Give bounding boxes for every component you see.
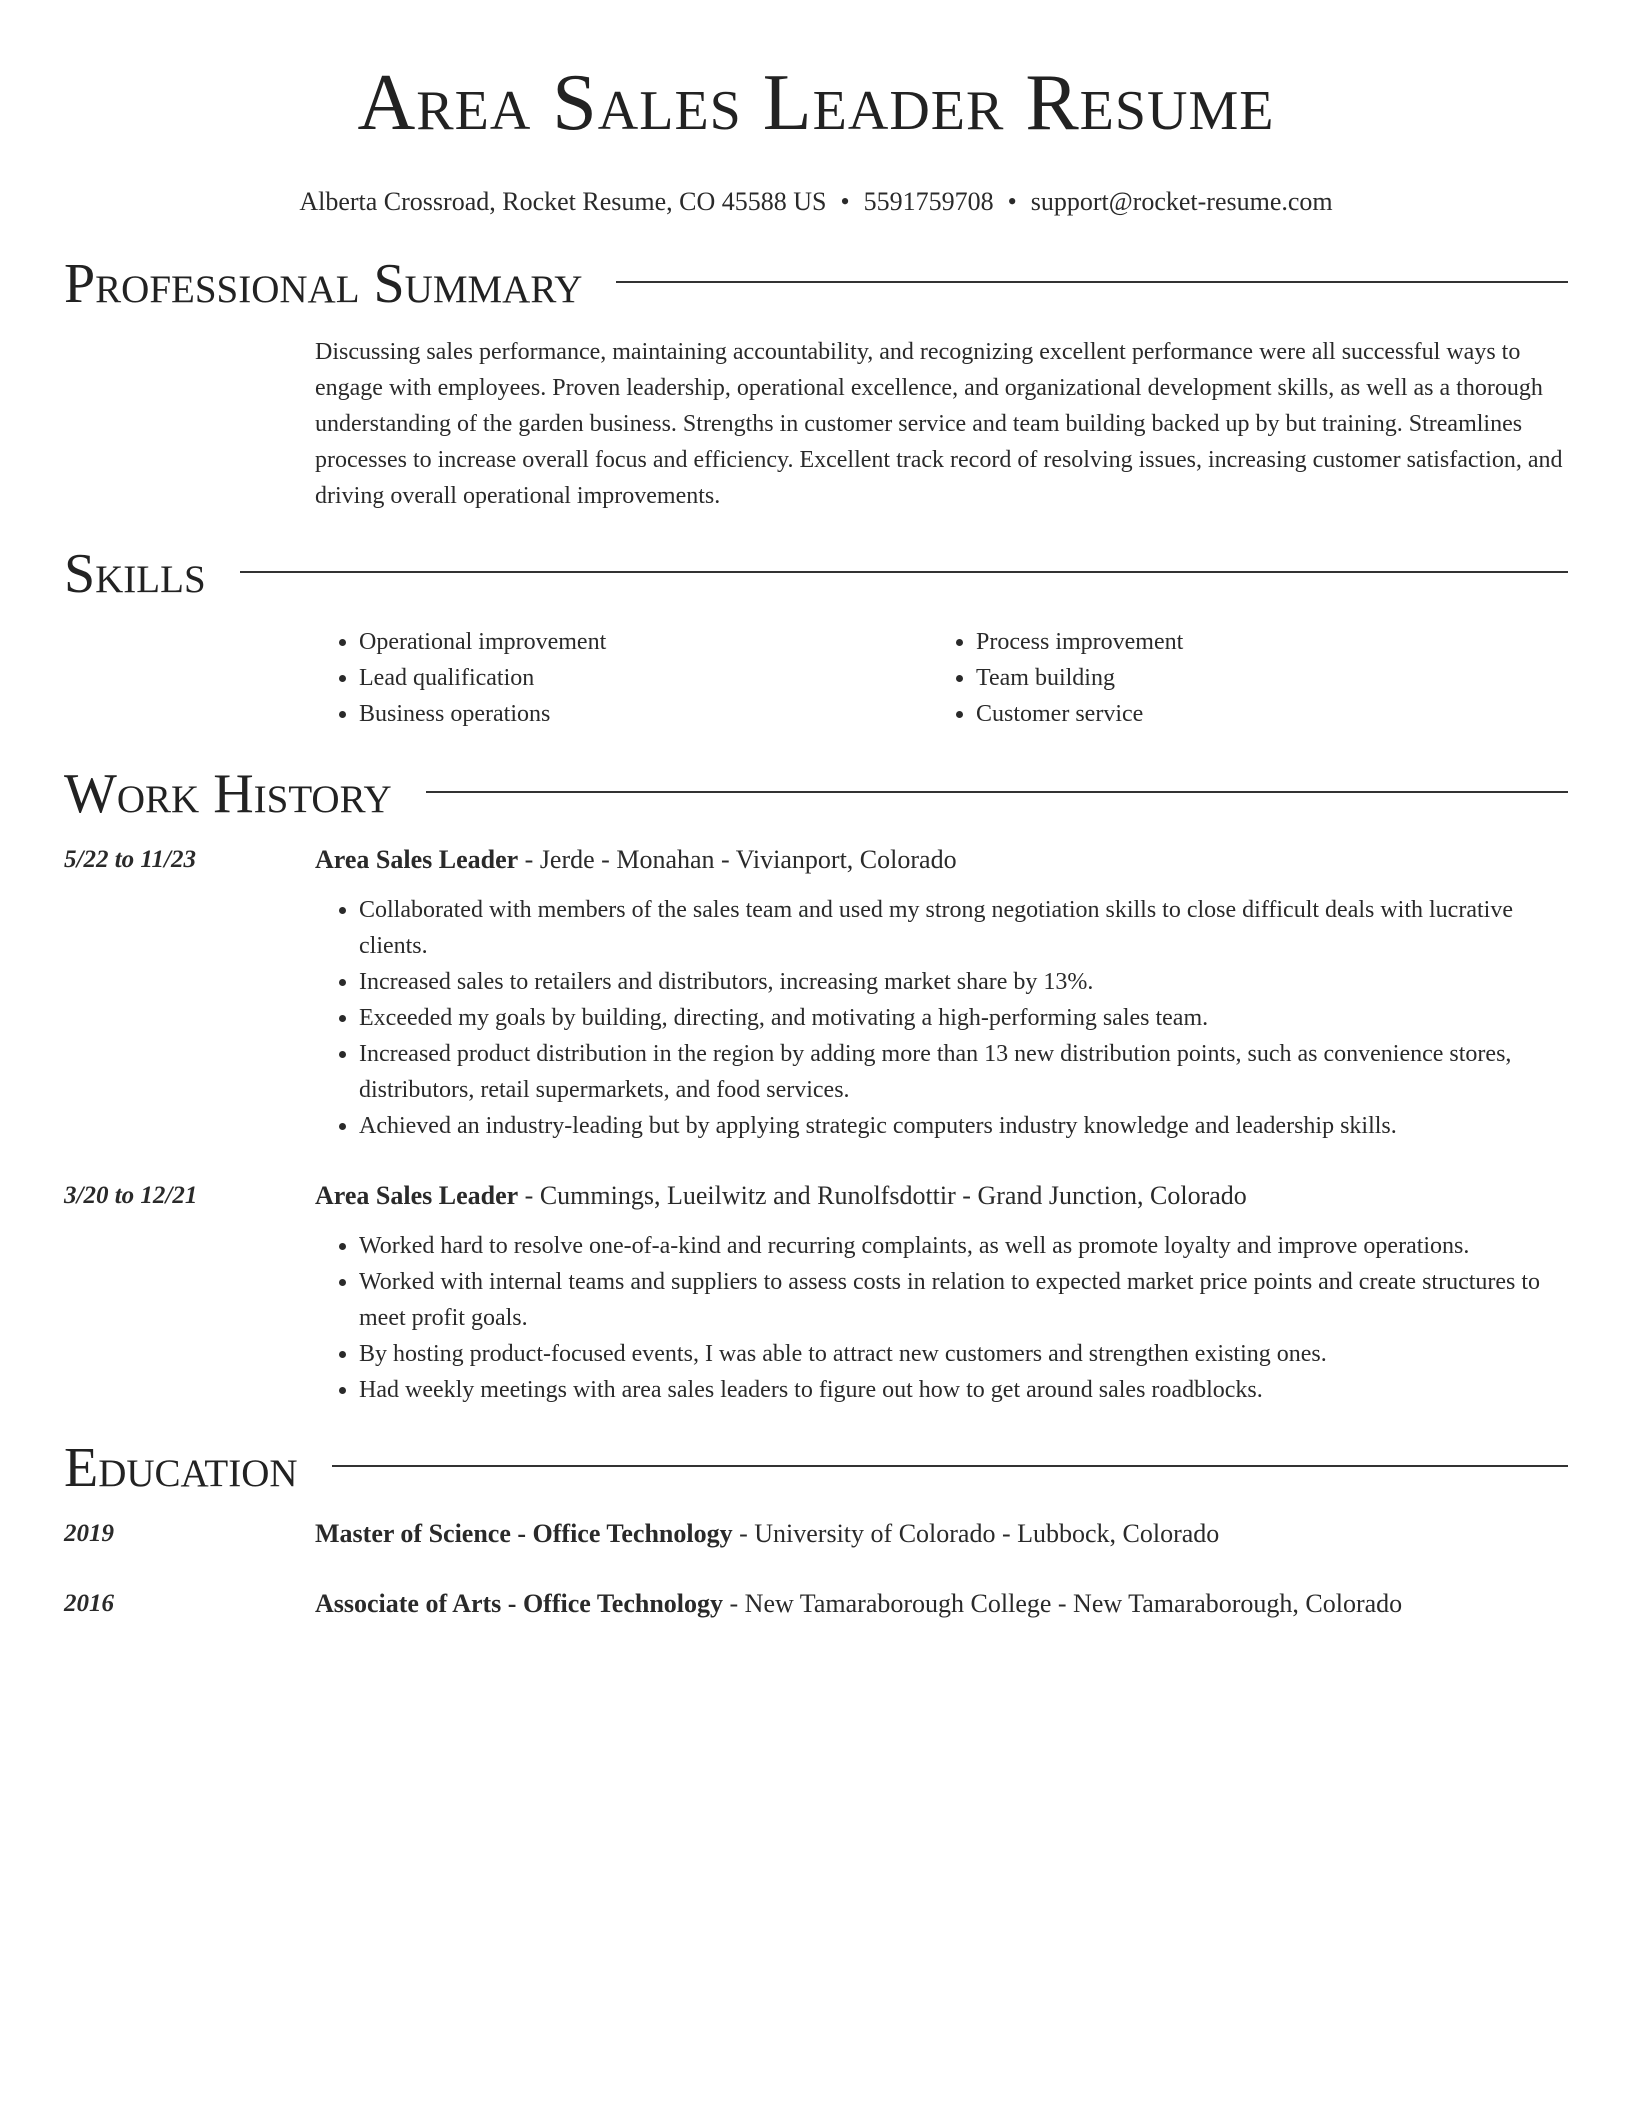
section-divider xyxy=(240,571,1568,573)
summary-heading: Professional Summary xyxy=(64,253,583,315)
resume-title: Area Sales Leader Resume xyxy=(357,59,1275,147)
skill-item: • Operational improvement xyxy=(359,624,932,660)
contact-phone: 5591759708 xyxy=(863,187,994,216)
job-bullet: • Worked hard to resolve one-of-a-kind and recurring complaints, as well as promote loyalty and improve operations. xyxy=(359,1228,1568,1264)
education-heading: Education xyxy=(64,1437,298,1499)
work-section-header xyxy=(64,762,1568,826)
skills-body xyxy=(315,624,1568,732)
contact-separator: • xyxy=(1007,187,1017,216)
skill-item: • Business operations xyxy=(359,696,932,732)
job-bullet: • Worked with internal teams and suppliers to assess costs in relation to expected market price points and create structures to meet profit goals. xyxy=(359,1264,1568,1336)
education-content xyxy=(315,1516,1568,1552)
job-bullet: • Exceeded my goals by building, directing, and motivating a high-performing sales team. xyxy=(359,1000,1568,1036)
skill-item: • Customer service xyxy=(976,696,1549,732)
contact-line xyxy=(64,186,1568,218)
work-content xyxy=(315,1178,1568,1408)
work-content xyxy=(315,842,1568,1144)
contact-email: support@rocket-resume.com xyxy=(1030,187,1333,216)
job-details: - Jerde - Monahan - Vivianport, Colorado xyxy=(518,845,957,874)
section-divider xyxy=(616,281,1568,283)
education-details: - New Tamaraborough College - New Tamaraborough, Colorado xyxy=(723,1589,1403,1618)
job-title: Area Sales Leader xyxy=(315,1181,519,1210)
job-bullet: • Had weekly meetings with area sales leaders to figure out how to get around sales roadblocks. xyxy=(359,1372,1568,1408)
job-bullets xyxy=(315,1228,1568,1408)
skills-grid xyxy=(315,624,1568,732)
summary-body xyxy=(315,334,1568,514)
job-bullet: • Achieved an industry-leading but by applying strategic computers industry knowledge and leadership skills. xyxy=(359,1108,1568,1144)
degree: Associate of Arts - Office Technology xyxy=(315,1589,724,1618)
job-bullet: • By hosting product-focused events, I was able to attract new customers and strengthen existing ones. xyxy=(359,1336,1568,1372)
section-divider xyxy=(426,791,1568,793)
job-bullet: • Increased sales to retailers and distributors, increasing market share by 13%. xyxy=(359,964,1568,1000)
skills-heading: Skills xyxy=(64,543,206,605)
education-details: - University of Colorado - Lubbock, Colorado xyxy=(732,1519,1220,1548)
education-section-header xyxy=(64,1436,1568,1500)
job-bullet: • Collaborated with members of the sales team and used my strong negotiation skills to close difficult deals with lucrative clients. xyxy=(359,892,1568,964)
contact-address: Alberta Crossroad, Rocket Resume, CO 45588 US xyxy=(299,187,827,216)
summary-text: Discussing sales performance, maintaining accountability, and recognizing excellent performance were all successful ways to engage with employees. Proven leadership, operational excellence, and organizational development skills, as well as a thorough understanding of the garden business. Strengths in customer service and team building backed up by but training. Streamlines processes to increase overall focus and efficiency. Excellent track record of resolving issues, increasing customer satisfaction, and driving overall operational improvements. xyxy=(315,339,1563,509)
education-content xyxy=(315,1586,1568,1622)
education-year: 2016 xyxy=(64,1590,114,1617)
contact-separator: • xyxy=(840,187,850,216)
work-entry xyxy=(64,842,1568,1144)
summary-section-header xyxy=(64,252,1568,316)
degree: Master of Science - Office Technology xyxy=(315,1519,733,1548)
work-dates: 3/20 to 12/21 xyxy=(64,1182,198,1209)
work-heading: Work History xyxy=(64,763,392,825)
education-entry xyxy=(64,1516,1568,1552)
education-entry xyxy=(64,1586,1568,1622)
work-entry xyxy=(64,1178,1568,1408)
work-dates: 5/22 to 11/23 xyxy=(64,846,196,873)
skill-item: • Lead qualification xyxy=(359,660,932,696)
job-bullet: • Increased product distribution in the region by adding more than 13 new distribution points, such as convenience stores, distributors, retail supermarkets, and food services. xyxy=(359,1036,1568,1108)
skills-section-header xyxy=(64,542,1568,606)
job-details: - Cummings, Lueilwitz and Runolfsdottir - Grand Junction, Colorado xyxy=(518,1181,1247,1210)
work-title-line xyxy=(315,1178,1568,1214)
work-title-line xyxy=(315,842,1568,878)
skill-item: • Team building xyxy=(976,660,1549,696)
skill-item: • Process improvement xyxy=(976,624,1549,660)
job-title: Area Sales Leader xyxy=(315,845,519,874)
skills-list-right xyxy=(932,624,1549,732)
job-bullets xyxy=(315,892,1568,1144)
skills-list-left xyxy=(315,624,932,732)
education-year: 2019 xyxy=(64,1520,114,1547)
section-divider xyxy=(332,1465,1568,1467)
